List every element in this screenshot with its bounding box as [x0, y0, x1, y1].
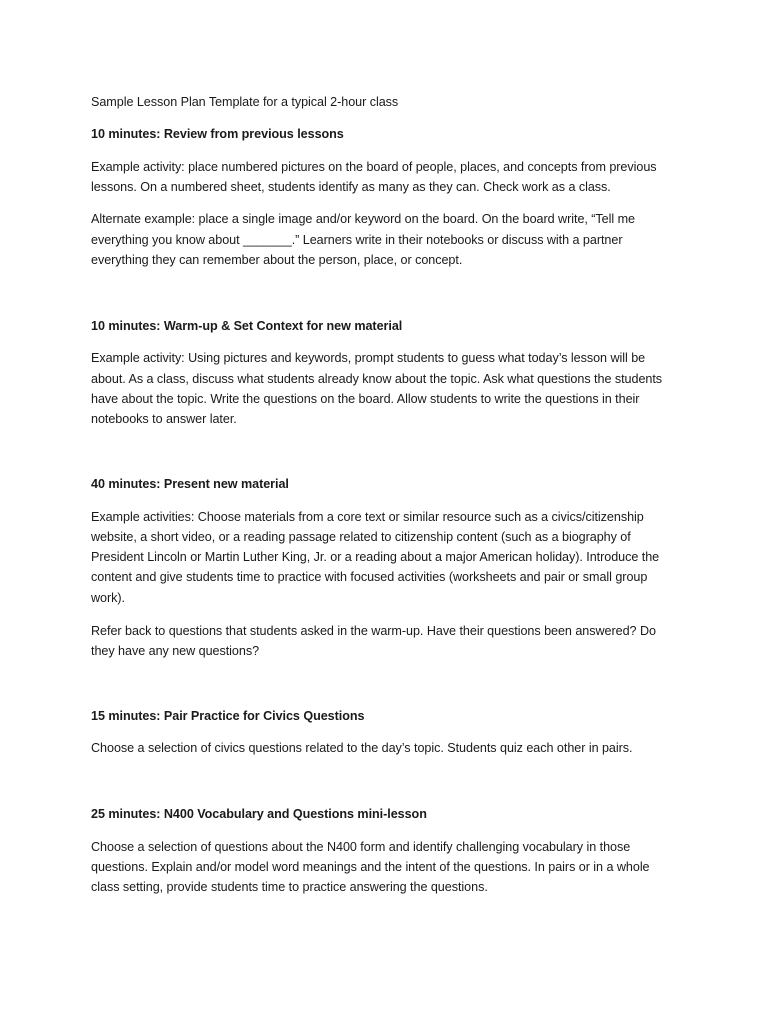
paragraph-line: about. As a class, discuss what students already know about the topic. Ask what questions the students — [91, 372, 663, 386]
paragraph-line: notebooks to answer later. — [91, 412, 237, 426]
paragraph-line: work). — [91, 591, 125, 605]
paragraph-line: class setting, provide students time to practice answering the questions. — [91, 880, 488, 894]
paragraph-line: content and give students time to practice with focused activities (worksheets and pair or small group — [91, 570, 648, 584]
section-heading-review: 10 minutes: Review from previous lessons — [91, 127, 344, 141]
paragraph-line: website, a short video, or a reading passage related to citizenship content (such as a biography of — [91, 530, 631, 544]
section-heading-present: 40 minutes: Present new material — [91, 477, 289, 491]
paragraph-line: Example activities: Choose materials from a core text or similar resource such as a civics/citizenship — [91, 510, 644, 524]
paragraph-line: President Lincoln or Martin Luther King, Jr. or a reading about a major American holiday). Introduce the — [91, 550, 660, 564]
paragraph-line: have about the topic. Write the questions on the board. Allow students to write the questions in their — [91, 392, 640, 406]
document-title: Sample Lesson Plan Template for a typical 2-hour class — [91, 95, 399, 109]
section-heading-warmup: 10 minutes: Warm-up & Set Context for new material — [91, 319, 403, 333]
paragraph-line: Choose a selection of questions about the N400 form and identify challenging vocabulary in those — [91, 840, 631, 854]
paragraph-line: Example activity: Using pictures and keywords, prompt students to guess what today’s lesson will be — [91, 351, 646, 365]
paragraph-line: everything they can remember about the person, place, or concept. — [91, 253, 463, 267]
section-heading-n400: 25 minutes: N400 Vocabulary and Questions mini-lesson — [91, 807, 427, 821]
paragraph-line: Example activity: place numbered pictures on the board of people, places, and concepts from previous — [91, 160, 657, 174]
paragraph-line: Choose a selection of civics questions related to the day’s topic. Students quiz each other in pairs. — [91, 741, 633, 755]
paragraph-line: Refer back to questions that students asked in the warm-up. Have their questions been answered? Do — [91, 624, 656, 638]
paragraph-line: everything you know about _______.” Learners write in their notebooks or discuss with a partner — [91, 233, 623, 247]
section-heading-pair-practice: 15 minutes: Pair Practice for Civics Questions — [91, 709, 365, 723]
paragraph-line: Alternate example: place a single image and/or keyword on the board. On the board write, “Tell me — [91, 212, 635, 226]
paragraph-line: lessons. On a numbered sheet, students identify as many as they can. Check work as a class. — [91, 180, 611, 194]
paragraph-line: questions. Explain and/or model word meanings and the intent of the questions. In pairs or in a whole — [91, 860, 650, 874]
paragraph-line: they have any new questions? — [91, 644, 260, 658]
